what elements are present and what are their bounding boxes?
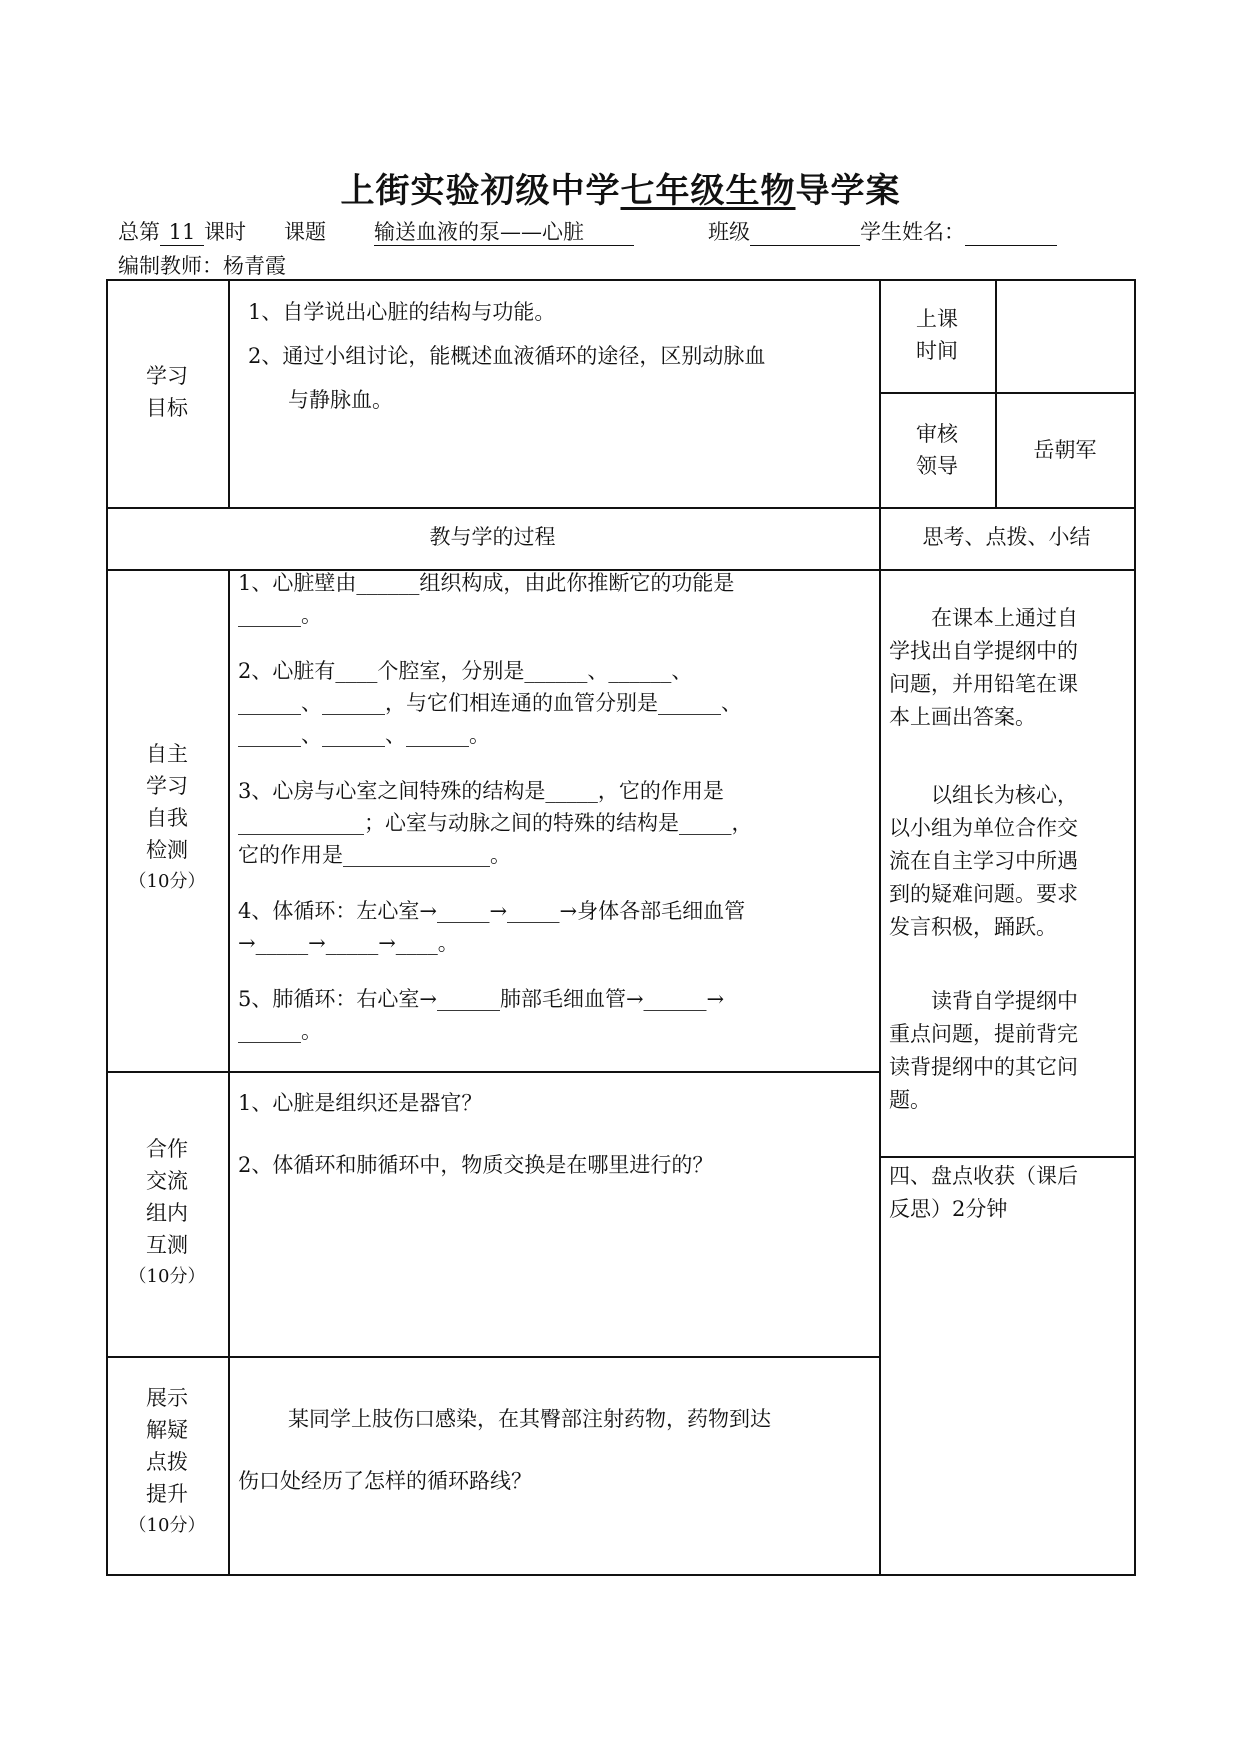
question-line: →_____→_____→____。 [238,931,459,955]
objective-item: 2、通过小组讨论，能概述血液循环的途径，区别动脉血 [248,344,766,368]
question-4 [238,895,878,959]
title-school: 上街实验初级中学 [340,171,621,211]
table-border-right [1134,279,1136,1576]
cooperation-label-line: 组内 [146,1201,188,1225]
self-study-label [106,738,228,898]
objectives-label-line: 学习 [146,364,188,388]
tip-line: 流在自主学习中所遇 [889,849,1078,873]
question-line: ______。 [238,1019,322,1043]
question-line: 3、心房与心室之间特殊的结构是_____，它的作用是 [238,779,724,803]
summary-line: 反思）2分钟 [889,1197,1008,1221]
tip-line: 学找出自学提纲中的 [889,639,1078,663]
tip-line: 重点问题，提前背完 [889,1022,1078,1046]
question-5 [238,983,878,1047]
review-value: 岳朝军 [1033,438,1097,462]
summary-reflection [889,1160,1129,1226]
self-study-label-line: 自主 [146,742,188,766]
teacher-line: 编制教师：杨青霞 [118,254,286,278]
table-divider [228,569,230,1576]
cooperation-label [106,1133,228,1293]
meta-line [118,216,1057,246]
tip-line: 以组长为核心， [931,783,1078,807]
objective-item-cont: 与静脉血。 [288,388,393,412]
question-line: 4、体循环：左心室→_____→_____→身体各部毛细血管 [238,899,746,923]
tip-line: 发言积极，踊跃。 [889,915,1057,939]
review-label [879,418,995,482]
summary-line: 四、盘点收获（课后 [889,1164,1078,1188]
review-label-line: 审核 [916,422,958,446]
total-prefix: 总第 [118,220,160,244]
class-time-label-line: 上课 [916,307,958,331]
topic-value: 输送血液的泵——心脏 [374,219,634,246]
tip-line: 在课本上通过自 [931,606,1078,630]
tip-1 [889,602,1129,734]
class-time-label-line: 时间 [916,339,958,363]
topic-label: 课题 [284,220,326,244]
question-line: ______、______、______。 [238,723,490,747]
self-study-label-line: （10分） [128,871,206,892]
display-label-line: （10分） [128,1515,206,1536]
tip-line: 到的疑难问题。要求 [889,882,1078,906]
display-question-line: 某同学上肢伤口感染，在其臀部注射药物，药物到达 [288,1407,771,1431]
question-1 [238,567,878,631]
self-study-label-line: 学习 [146,774,188,798]
table-divider [228,279,230,507]
display-label-line: 提升 [146,1482,188,1506]
student-name-field[interactable] [965,219,1057,246]
question-line: ____________；心室与动脉之间的特殊的结构是_____， [238,811,753,835]
objectives-label-line: 目标 [146,396,188,420]
cooperation-label-line: 互测 [146,1233,188,1257]
table-border-bottom [106,1574,1136,1576]
cooperation-question: 1、心脏是组织还是器官？ [238,1091,483,1115]
cooperation-label-line: 合作 [146,1137,188,1161]
objective-item: 1、自学说出心脏的结构与功能。 [248,300,556,324]
table-border-top [106,279,1136,281]
objectives-content [248,290,873,422]
class-label: 班级 [708,220,750,244]
lesson-number: 11 [160,219,204,246]
self-study-label-line: 自我 [146,806,188,830]
process-header: 教与学的过程 [429,525,556,549]
self-study-label-line: 检测 [146,838,188,862]
display-label [106,1382,228,1542]
cooperation-question: 2、体循环和肺循环中，物质交换是在哪里进行的？ [238,1153,714,1177]
self-study-questions [238,567,878,1047]
display-question [238,1388,878,1512]
table-divider [106,507,1136,509]
tip-line: 读背提纲中的其它问 [889,1055,1078,1079]
table-divider [879,392,1136,394]
student-name-label: 学生姓名： [860,220,965,244]
display-label-line: 点拨 [146,1450,188,1474]
tip-2 [889,779,1129,944]
display-label-line: 展示 [146,1386,188,1410]
class-field[interactable] [750,219,860,246]
question-line: ______。 [238,603,322,627]
tip-line: 题。 [889,1088,931,1112]
tip-line: 问题，并用铅笔在课 [889,672,1078,696]
question-line: ______、______，与它们相连通的血管分别是______、 [238,691,742,715]
display-label-line: 解疑 [146,1418,188,1442]
question-line: 1、心脏壁由______组织构成，由此你推断它的功能是 [238,571,735,595]
tip-line: 本上画出答案。 [889,705,1036,729]
question-3 [238,775,878,871]
cooperation-questions [238,1087,878,1181]
class-time-label [879,303,995,367]
table-divider [106,1356,880,1358]
title-doc-type: 导学案 [795,171,901,211]
side-header: 思考、点拨、小结 [922,525,1091,549]
display-question-line: 伤口处经历了怎样的循环路线？ [238,1469,532,1493]
objectives-label [106,360,228,424]
tip-3 [889,985,1129,1117]
tip-line: 以小组为单位合作交 [889,816,1078,840]
question-line: 它的作用是______________。 [238,843,511,867]
lesson-suffix: 课时 [204,220,246,244]
question-line: 2、心脏有____个腔室，分别是______、______、 [238,659,693,683]
page-title [0,163,1241,212]
cooperation-label-line: （10分） [128,1266,206,1287]
review-label-line: 领导 [916,454,958,478]
title-subject: 七年级生物 [620,171,796,211]
tip-line: 读背自学提纲中 [931,989,1078,1013]
question-line: 5、肺循环：右心室→______肺部毛细血管→______→ [238,987,725,1011]
cooperation-label-line: 交流 [146,1169,188,1193]
question-2 [238,655,878,751]
table-divider [879,1156,1136,1158]
table-divider [106,1071,880,1073]
